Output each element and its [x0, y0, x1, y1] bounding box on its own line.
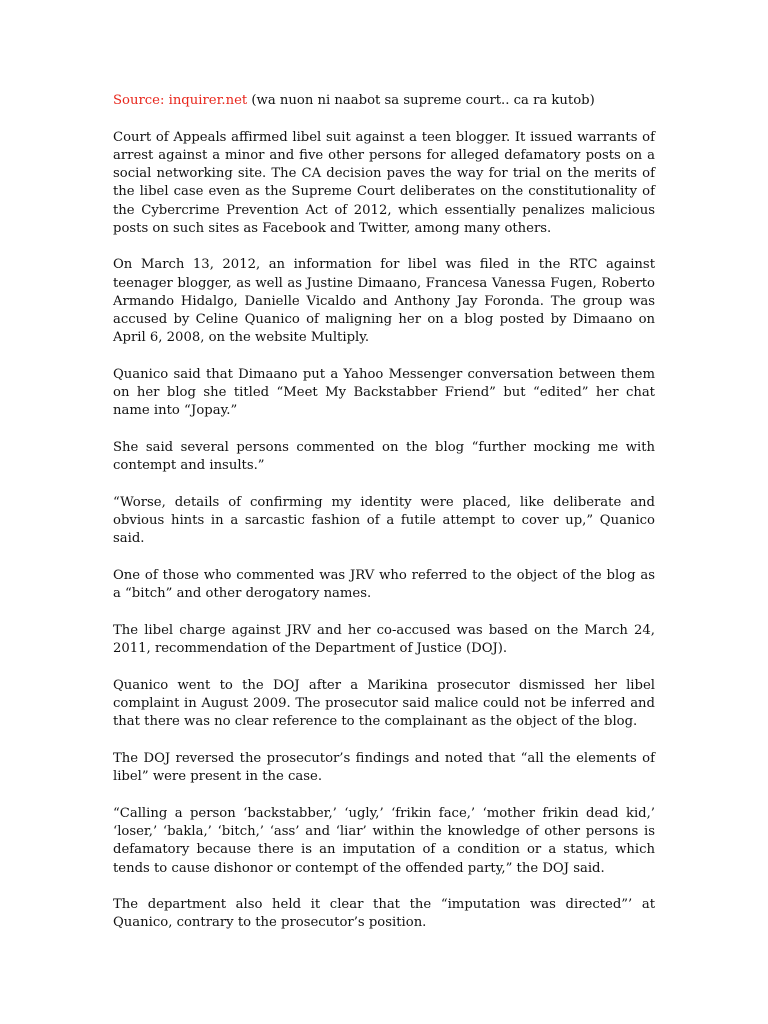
- paragraph-4: She said several persons commented on the blog “further mocking me with contempt and insults.”: [113, 440, 655, 474]
- source-note: (wa nuon ni naabot sa supreme court.. ca ra kutob): [247, 93, 595, 108]
- paragraph-3: Quanico said that Dimaano put a Yahoo Messenger conversation between them on her blog she titled “Meet My Backstabber Friend” but “edited” her chat name into “Jopay.”: [113, 366, 655, 419]
- paragraph-6: One of those who commented was JRV who referred to the object of the blog as a “bitch” and other derogatory names.: [113, 568, 655, 602]
- source-line: [113, 92, 655, 110]
- document-page: [113, 92, 655, 951]
- paragraph-9: The DOJ reversed the prosecutor’s findings and noted that “all the elements of libel” were present in the case.: [113, 750, 655, 785]
- paragraph-2: On March 13, 2012, an information for libel was filed in the RTC against teenager blogger, as well as Justine Dimaano, Francesa Vanessa Fugen, Roberto Armando Hidalgo, Danielle Vicaldo and Anthony Jay Foronda. The group was accused by Celine Quanico of maligning her on a blog posted by Dimaano on April 6, 2008, on the website Multiply.: [113, 257, 655, 346]
- paragraph-1: Court of Appeals affirmed libel suit against a teen blogger. It issued warrants of arrest against a minor and five other persons for alleged defamatory posts on a social networking site. The CA decision paves the way for trial on the merits of the libel case even as the Supreme Court deliberates on the constitutionality of the Cybercrime Prevention Act of 2012, which essentially penalizes malicious posts on such sites as Facebook and Twitter, among many others.: [113, 129, 655, 236]
- source-link[interactable]: Source: inquirer.net: [113, 93, 248, 108]
- paragraph-11: The department also held it clear that the “imputation was directed”’ at Quanico, contrary to the prosecutor’s position.: [113, 897, 655, 931]
- paragraph-5: “Worse, details of confirming my identity were placed, like deliberate and obvious hints in a sarcastic fashion of a futile attempt to cover up,” Quanico said.: [113, 494, 655, 547]
- paragraph-10: “Calling a person ‘backstabber,’ ‘ugly,’ ‘frikin face,’ ‘mother frikin dead kid,’ ‘loser,’ ‘bakla,’ ‘bitch,’ ‘ass’ and ‘liar’ within the knowledge of other persons is defamatory because there is an imputation of a condition or a status, which tends to cause dishonor or contempt of the offended party,” the DOJ said.: [113, 805, 655, 876]
- paragraph-7: The libel charge against JRV and her co-accused was based on the March 24, 2011, recommendation of the Department of Justice (DOJ).: [113, 622, 655, 657]
- paragraph-8: Quanico went to the DOJ after a Marikina prosecutor dismissed her libel complaint in August 2009. The prosecutor said malice could not be inferred and that there was no clear reference to the complainant as the object of the blog.: [113, 677, 655, 730]
